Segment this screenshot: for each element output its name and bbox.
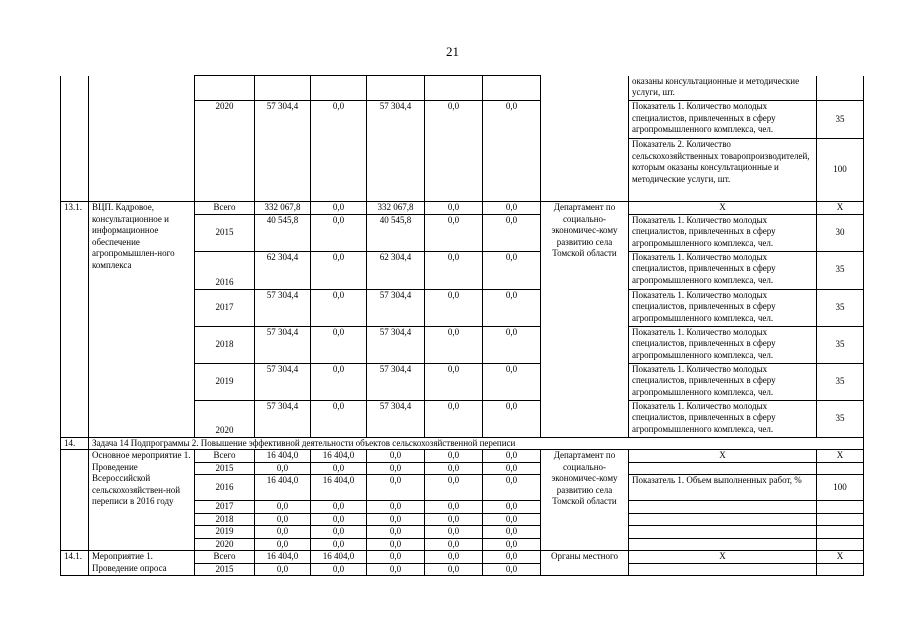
value-cell: 0,0 <box>425 326 483 363</box>
value-cell: 0,0 <box>425 475 483 501</box>
year-cell: Всего <box>195 450 255 463</box>
indicator-value: 35 <box>817 363 864 400</box>
year-cell: 2020 <box>195 400 255 437</box>
value-cell: 0,0 <box>367 450 425 463</box>
value-cell: 16 404,0 <box>255 475 311 501</box>
value-cell: 0,0 <box>311 526 367 539</box>
value-cell: 0,0 <box>483 450 541 463</box>
value-cell: 0,0 <box>367 538 425 551</box>
value-cell: 0,0 <box>425 513 483 526</box>
value-cell: 0,0 <box>367 551 425 564</box>
indicator-value: X <box>817 202 864 215</box>
value-cell: 0,0 <box>483 526 541 539</box>
value-cell: 0,0 <box>311 202 367 215</box>
indicator-value <box>817 513 864 526</box>
year-cell: 2015 <box>195 563 255 576</box>
value-cell: 0,0 <box>483 501 541 514</box>
value-cell: 0,0 <box>311 501 367 514</box>
indicator-value: X <box>817 551 864 564</box>
value-cell: 0,0 <box>425 551 483 564</box>
value-cell: 0,0 <box>255 513 311 526</box>
year-cell: 2018 <box>195 326 255 363</box>
indicator-text: оказаны консультационные и методические услуги, шт. <box>629 76 817 101</box>
indicator-text: Показатель 1. Количество молодых специалистов, привлеченных в сферу агропромышленного комплекса, чел. <box>629 289 817 326</box>
indicator-text: X <box>629 450 817 463</box>
value-cell: 0,0 <box>483 563 541 576</box>
value-cell: 0,0 <box>425 251 483 289</box>
value-cell: 0,0 <box>311 538 367 551</box>
value-cell: 0,0 <box>425 462 483 475</box>
value-cell: 16 404,0 <box>311 450 367 463</box>
activity-name: Мероприятие 1. Проведение опроса <box>89 551 195 576</box>
value-cell: 0,0 <box>483 462 541 475</box>
value-cell: 0,0 <box>367 475 425 501</box>
value-cell: 0,0 <box>255 526 311 539</box>
year-cell: 2016 <box>195 251 255 289</box>
value-cell: 0,0 <box>367 563 425 576</box>
value-cell: 0,0 <box>483 202 541 215</box>
value-cell: 0,0 <box>425 526 483 539</box>
value-cell: 57 304,4 <box>255 101 311 202</box>
value-cell: 40 545,8 <box>367 214 425 251</box>
indicator-text: X <box>629 551 817 564</box>
year-cell: 2017 <box>195 289 255 326</box>
value-cell: 0,0 <box>483 538 541 551</box>
indicator-text: Показатель 1. Количество молодых специалистов, привлеченных в сферу агропромышленного комплекса, чел. <box>629 363 817 400</box>
value-cell: 0,0 <box>425 289 483 326</box>
indicator-text: Показатель 2. Количество сельскохозяйственных товаропроизводителей, которым оказаны консультационные и методические услуги, шт. <box>629 139 817 202</box>
value-cell: 0,0 <box>483 363 541 400</box>
table-row <box>61 202 864 215</box>
value-cell: 0,0 <box>425 101 483 202</box>
row-number: 14.1. <box>61 551 89 576</box>
table-row <box>61 551 864 564</box>
value-cell: 57 304,4 <box>255 363 311 400</box>
value-cell: 0,0 <box>367 462 425 475</box>
value-cell: 332 067,8 <box>255 202 311 215</box>
indicator-text: X <box>629 202 817 215</box>
value-cell: 0,0 <box>425 563 483 576</box>
value-cell: 0,0 <box>483 251 541 289</box>
value-cell: 0,0 <box>483 513 541 526</box>
indicator-value: 30 <box>817 214 864 251</box>
value-cell: 16 404,0 <box>311 551 367 564</box>
indicator-value <box>817 501 864 514</box>
value-cell: 0,0 <box>255 538 311 551</box>
value-cell: 62 304,4 <box>255 251 311 289</box>
value-cell: 0,0 <box>425 450 483 463</box>
value-cell: 0,0 <box>311 289 367 326</box>
value-cell: 0,0 <box>483 551 541 564</box>
value-cell: 0,0 <box>425 202 483 215</box>
value-cell: 0,0 <box>311 363 367 400</box>
value-cell: 0,0 <box>255 462 311 475</box>
value-cell: 0,0 <box>483 326 541 363</box>
value-cell: 57 304,4 <box>367 326 425 363</box>
activity-name: ВЦП. Кадровое, консультационное и информационное обеспечение агропромышлен-ного комплекса <box>89 202 195 438</box>
value-cell: 0,0 <box>483 214 541 251</box>
value-cell: 57 304,4 <box>255 400 311 437</box>
department: Органы местного <box>541 551 629 576</box>
value-cell: 57 304,4 <box>255 289 311 326</box>
indicator-text <box>629 501 817 514</box>
value-cell: 0,0 <box>367 513 425 526</box>
indicator-text: Показатель 1. Количество молодых специалистов, привлеченных в сферу агропромышленного комплекса, чел. <box>629 101 817 139</box>
year-cell: 2017 <box>195 501 255 514</box>
year-cell: 2019 <box>195 526 255 539</box>
value-cell: 62 304,4 <box>367 251 425 289</box>
value-cell: 57 304,4 <box>255 326 311 363</box>
year-cell: 2019 <box>195 363 255 400</box>
value-cell: 0,0 <box>483 289 541 326</box>
program-table <box>60 75 864 576</box>
value-cell: 57 304,4 <box>367 289 425 326</box>
year-cell: Всего <box>195 551 255 564</box>
indicator-text: Показатель 1. Объем выполненных работ, % <box>629 475 817 501</box>
indicator-value: 100 <box>817 475 864 501</box>
value-cell: 0,0 <box>311 400 367 437</box>
indicator-text: Показатель 1. Количество молодых специалистов, привлеченных в сферу агропромышленного комплекса, чел. <box>629 251 817 289</box>
indicator-text: Показатель 1. Количество молодых специалистов, привлеченных в сферу агропромышленного комплекса, чел. <box>629 214 817 251</box>
indicator-text: Показатель 1. Количество молодых специалистов, привлеченных в сферу агропромышленного комплекса, чел. <box>629 326 817 363</box>
indicator-value: 35 <box>817 326 864 363</box>
value-cell: 16 404,0 <box>255 551 311 564</box>
value-cell: 16 404,0 <box>255 450 311 463</box>
indicator-text <box>629 513 817 526</box>
value-cell: 0,0 <box>483 475 541 501</box>
task-heading: Задача 14 Подпрограммы 2. Повышение эффективной деятельности объектов сельскохозяйственной переписи <box>89 437 864 450</box>
value-cell: 0,0 <box>425 501 483 514</box>
activity-name: Основное мероприятие 1. Проведение Всероссийской сельскохозяйствен-ной переписи в 2016 году <box>89 450 195 551</box>
value-cell: 0,0 <box>367 526 425 539</box>
row-number: 14. <box>61 437 89 450</box>
value-cell: 16 404,0 <box>311 475 367 501</box>
year-cell: 2018 <box>195 513 255 526</box>
department: Департамент по социально-экономичес-кому развитию села Томской области <box>541 202 629 327</box>
table-row <box>61 437 864 450</box>
indicator-text: Показатель 1. Количество молодых специалистов, привлеченных в сферу агропромышленного комплекса, чел. <box>629 400 817 437</box>
value-cell: 57 304,4 <box>367 400 425 437</box>
indicator-value: 35 <box>817 101 864 139</box>
value-cell: 0,0 <box>425 400 483 437</box>
value-cell: 57 304,4 <box>367 101 425 202</box>
value-cell: 0,0 <box>311 563 367 576</box>
indicator-value <box>817 563 864 576</box>
value-cell: 0,0 <box>311 513 367 526</box>
value-cell: 0,0 <box>311 101 367 202</box>
value-cell: 0,0 <box>425 214 483 251</box>
indicator-value: 100 <box>817 139 864 202</box>
indicator-value <box>817 526 864 539</box>
value-cell: 0,0 <box>425 363 483 400</box>
table-row <box>61 450 864 463</box>
value-cell: 57 304,4 <box>367 363 425 400</box>
value-cell: 0,0 <box>311 462 367 475</box>
indicator-value <box>817 538 864 551</box>
indicator-value: 35 <box>817 251 864 289</box>
year-cell: 2015 <box>195 462 255 475</box>
value-cell: 0,0 <box>255 563 311 576</box>
value-cell: 0,0 <box>425 538 483 551</box>
value-cell: 0,0 <box>311 326 367 363</box>
value-cell: 0,0 <box>483 101 541 202</box>
row-number: 13.1. <box>61 202 89 364</box>
indicator-value: X <box>817 450 864 463</box>
value-cell: 0,0 <box>311 251 367 289</box>
year-cell: 2020 <box>195 538 255 551</box>
year-cell: Всего <box>195 202 255 215</box>
value-cell: 332 067,8 <box>367 202 425 215</box>
value-cell: 40 545,8 <box>255 214 311 251</box>
department: Департамент по социально-экономичес-кому развитию села Томской области <box>541 450 629 551</box>
table-row <box>61 101 864 139</box>
table-row <box>61 76 864 101</box>
year-cell: 2015 <box>195 214 255 251</box>
indicator-value: 35 <box>817 289 864 326</box>
value-cell: 0,0 <box>311 214 367 251</box>
indicator-value <box>817 462 864 475</box>
value-cell: 0,0 <box>367 501 425 514</box>
indicator-text <box>629 462 817 475</box>
indicator-value: 35 <box>817 400 864 437</box>
value-cell: 0,0 <box>483 400 541 437</box>
year-cell: 2020 <box>195 101 255 202</box>
year-cell: 2016 <box>195 475 255 501</box>
indicator-text <box>629 563 817 576</box>
indicator-text <box>629 538 817 551</box>
value-cell: 0,0 <box>255 501 311 514</box>
indicator-text <box>629 526 817 539</box>
page-number: 21 <box>446 44 459 59</box>
